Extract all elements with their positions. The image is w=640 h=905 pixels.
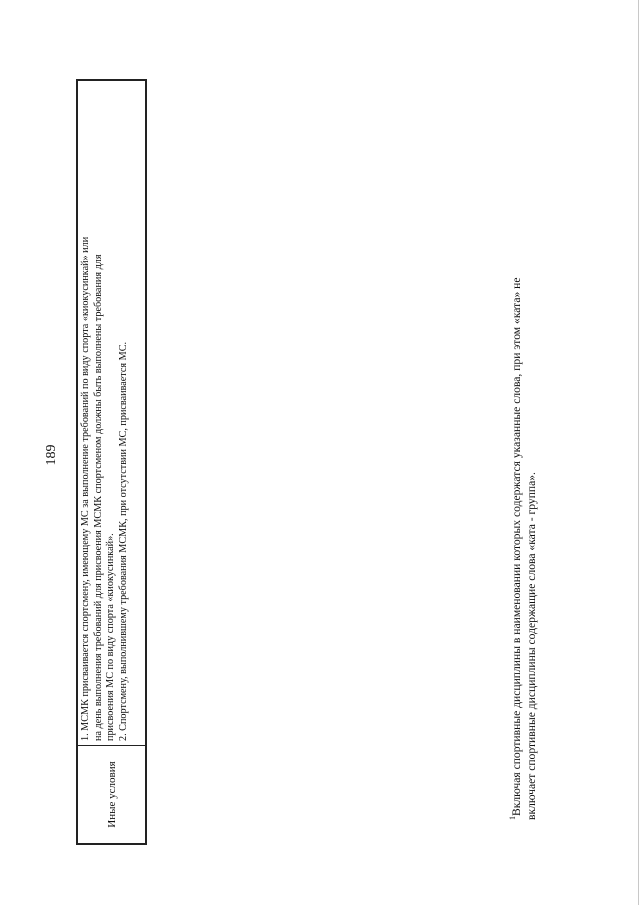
table-label-cell: Иные условия — [78, 745, 145, 843]
page-number: 189 — [44, 444, 59, 466]
table-line-3: присвоения МС по виду спорта «киокусинкай». — [105, 533, 116, 741]
table-line-2: на день выполнения требований для присвоения МСМК спортсменом должны быть выполнены требования для — [92, 254, 104, 741]
table-line-4: 2. Спортсмену, выполнившему требования МСМК, при отсутствии МС, присваивается МС. — [117, 341, 129, 741]
table-line-1: 1. МСМК присваивается спортсмену, имеющему МС за выполнение требований по виду спорта «киокусинкай» или — [80, 236, 91, 741]
conditions-table — [76, 79, 147, 845]
footnote — [505, 100, 539, 820]
footnote-marker: 1 — [508, 816, 517, 820]
footnote-text-1: Включая спортивные дисциплины в наименовании которых содержатся указанные слова, при этом «ката» не — [510, 277, 523, 816]
table-content-cell — [78, 81, 145, 745]
footnote-line-1 — [505, 100, 524, 820]
footnote-line-2: включает спортивные дисциплины содержащие слова «ката - группа». — [525, 472, 538, 820]
